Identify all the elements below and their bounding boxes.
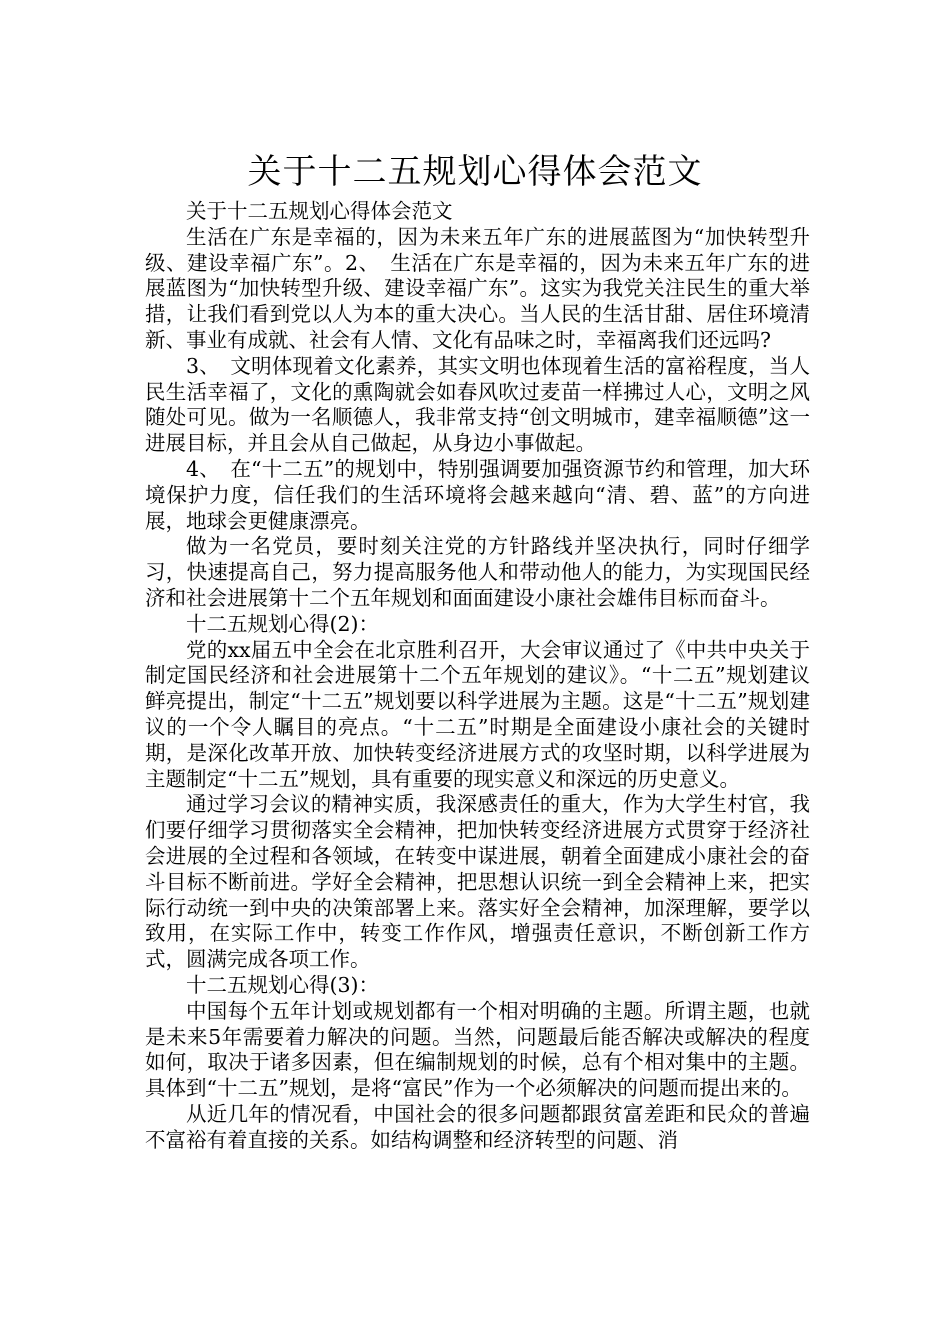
paragraph: 中国每个五年计划或规划都有一个相对明确的主题。所谓主题，也就是未来5年需要着力解决的问题。当然，问题最后能否解决或解决的程度如何，取决于诸多因素，但在编制规划的时候，总有个相对集中的主题。具体到“十二五”规划，是将“富民”作为一个必须解决的问题而提出来的。 (145, 998, 810, 1101)
paragraph-subtitle: 关于十二五规划心得体会范文 (186, 199, 453, 223)
paragraph: 4、 在“十二五”的规划中，特别强调要加强资源节约和管理，加大环境保护力度，信任我们的生活环境将会越来越向“清、碧、蓝”的方向进展，地球会更健康漂亮。 (145, 456, 810, 533)
document-title: 关于十二五规划心得体会范文 (247, 151, 703, 192)
paragraph: 党的xx届五中全会在北京胜利召开，大会审议通过了《中共中央关于制定国民经济和社会进展第十二个五年规划的建议》。“十二五”规划建议鲜亮提出，制定“十二五”规划要以科学进展为主题。这是“十二五”规划建议的一个令人瞩目的亮点。“十二五”时期是全面建设小康社会的关键时期，是深化改革开放、加快转变经济进展方式的攻坚时期，以科学进展为主题制定“十二五”规划，具有重要的现实意义和深远的历史意义。 (145, 637, 810, 791)
paragraph: 通过学习会议的精神实质，我深感责任的重大，作为大学生村官，我们要仔细学习贯彻落实全会精神，把加快转变经济进展方式贯穿于经济社会进展的全过程和各领域，在转变中谋进展，朝着全面建成小康社会的奋斗目标不断前进。学好全会精神，把思想认识统一到全会精神上来，把实际行动统一到中央的决策部署上来。落实好全会精神，加深理解，要学以致用，在实际工作中，转变工作作风，增强责任意识，不断创新工作方式，圆满完成各项工作。 (145, 792, 810, 972)
section-heading: 十二五规划心得(2)： (186, 611, 380, 636)
section-heading: 十二五规划心得(3)： (186, 972, 380, 997)
paragraph: 生活在广东是幸福的，因为未来五年广东的进展蓝图为“加快转型升级、建设幸福广东”。2、 生活在广东是幸福的，因为未来五年广东的进展蓝图为“加快转型升级、建设幸福广东”。这实为我党关注民生的重大举措，让我们看到党以人为本的重大决心。当人民的生活甘甜、居住环境清新、事业有成就、社会有人情、文化有品味之时，幸福离我们还远吗? (145, 224, 810, 352)
document-body (145, 199, 810, 1153)
paragraph: 从近几年的情况看，中国社会的很多问题都跟贫富差距和民众的普遍不富裕有着直接的关系。如结构调整和经济转型的问题、消 (145, 1101, 810, 1152)
paragraph: 3、 文明体现着文化素养，其实文明也体现着生活的富裕程度，当人民生活幸福了，文化的熏陶就会如春风吹过麦苗一样拂过人心，文明之风随处可见。做为一名顺德人，我非常支持“创文明城市，建幸福顺德”这一进展目标，并且会从自己做起，从身边小事做起。 (145, 353, 810, 456)
paragraph: 做为一名党员，要时刻关注党的方针路线并坚决执行，同时仔细学习，快速提高自己，努力提高服务他人和带动他人的能力，为实现国民经济和社会进展第十二个五年规划和面面建设小康社会雄伟目标而奋斗。 (145, 534, 810, 610)
